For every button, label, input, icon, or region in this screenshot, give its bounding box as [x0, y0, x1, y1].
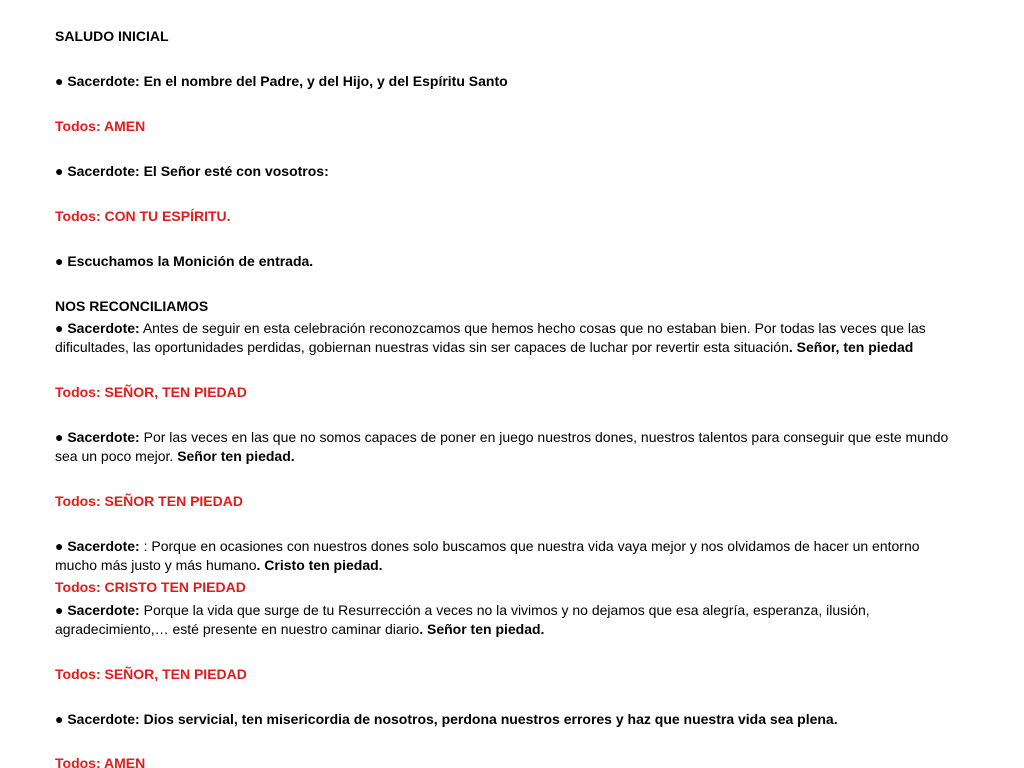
priest-line-3: ● Escuchamos la Monición de entrada. [55, 253, 314, 269]
paragraph-ending: . Cristo ten piedad. [256, 557, 383, 573]
response-6: Todos: SEÑOR, TEN PIEDAD [55, 666, 247, 682]
priest-label: ● Sacerdote: [55, 320, 140, 336]
section-heading-greeting: SALUDO INICIAL [55, 28, 169, 44]
paragraph-text: : Porque en ocasiones con nuestros dones solo buscamos que nuestra vida vaya mejor y nos olvidamos de hacer un entorno mucho más justo y más humano [55, 538, 920, 573]
paragraph-ending: Señor ten piedad. [177, 448, 295, 464]
paragraph-ending: . Señor, ten piedad [788, 339, 914, 355]
priest-line-final: ● Sacerdote: Dios servicial, ten misericordia de nosotros, perdona nuestros errores y haz que nuestra vida sea plena. [55, 711, 838, 727]
penitential-paragraph-4 [55, 601, 960, 639]
response-final: Todos: AMEN [55, 755, 146, 768]
priest-line-1: ● Sacerdote: En el nombre del Padre, y del Hijo, y del Espíritu Santo [55, 73, 508, 89]
response-5: Todos: CRISTO TEN PIEDAD [55, 579, 246, 595]
paragraph-ending: . Señor ten piedad. [419, 621, 545, 637]
priest-label: ● Sacerdote: [55, 538, 140, 554]
paragraph-text: Antes de seguir en esta celebración reconozcamos que hemos hecho cosas que no estaban bien. Por todas las veces que las dificultades, las oportunidades perdidas, gobiernan nuestras vidas sin ser capaces de luchar por revertir esta situación [55, 320, 926, 355]
priest-line-2: ● Sacerdote: El Señor esté con vosotros: [55, 163, 329, 179]
penitential-paragraph-1 [55, 319, 960, 357]
response-3: Todos: SEÑOR, TEN PIEDAD [55, 384, 247, 400]
priest-label: ● Sacerdote: [55, 429, 140, 445]
penitential-paragraph-2 [55, 428, 960, 466]
paragraph-text: Por las veces en las que no somos capaces de poner en juego nuestros dones, nuestros talentos para conseguir que este mundo sea un poco mejor. [55, 429, 949, 464]
response-4: Todos: SEÑOR TEN PIEDAD [55, 493, 243, 509]
priest-label: ● Sacerdote: [55, 602, 140, 618]
section-heading-reconcile: NOS RECONCILIAMOS [55, 298, 209, 314]
paragraph-text: Porque la vida que surge de tu Resurrección a veces no la vivimos y no dejamos que esa alegría, esperanza, ilusión, agradecimiento,… esté presente en nuestro caminar diario [55, 602, 870, 637]
response-2: Todos: CON TU ESPÍRITU. [55, 208, 231, 224]
penitential-paragraph-3 [55, 537, 960, 575]
response-1: Todos: AMEN [55, 118, 146, 134]
